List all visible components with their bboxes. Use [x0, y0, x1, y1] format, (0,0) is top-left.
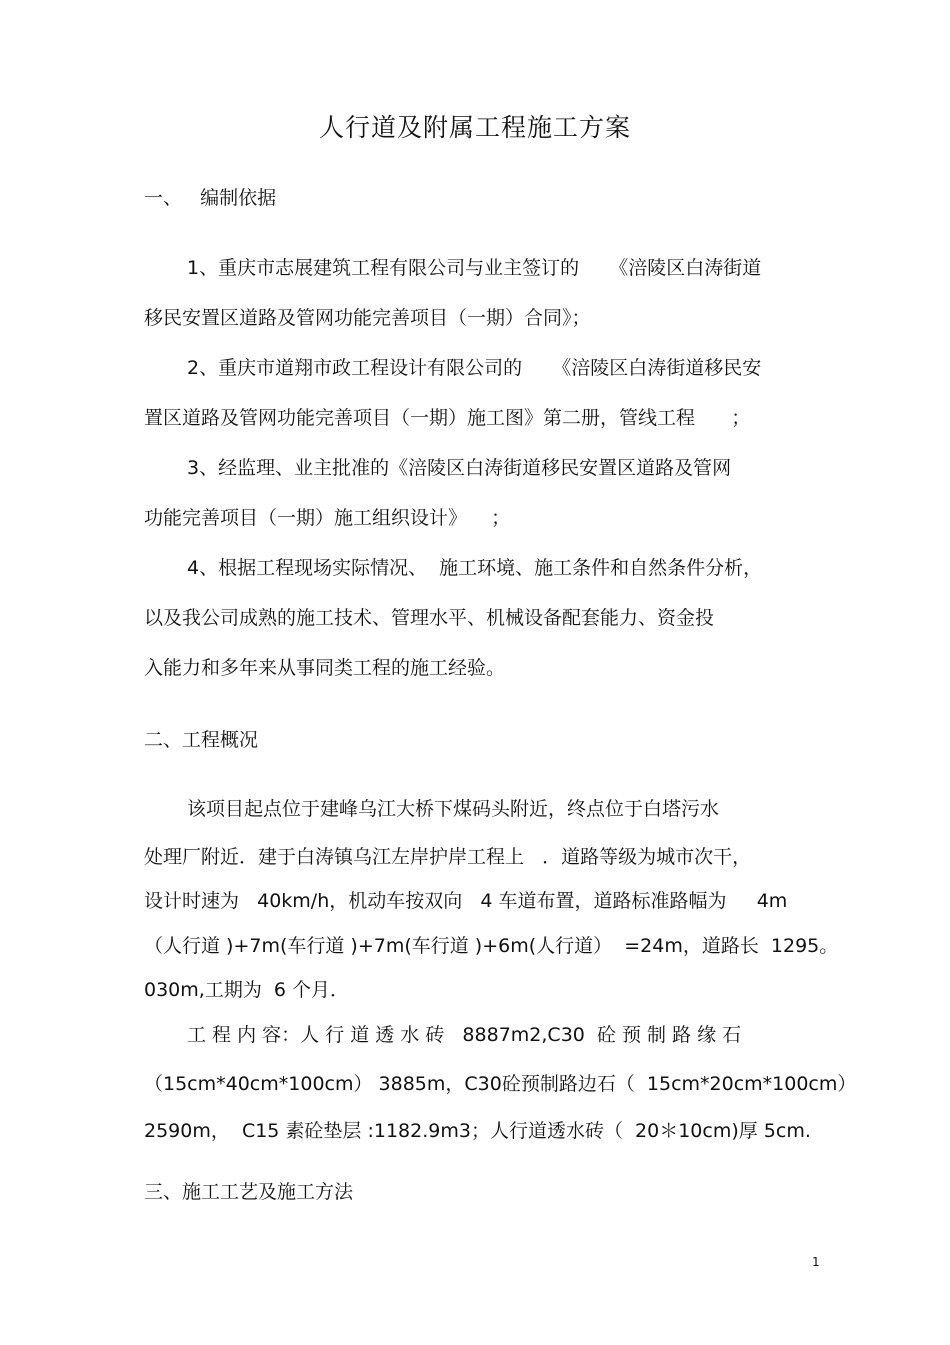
paragraph-line: （15cm*40cm*100cm） 3885m，C30砼预制路边石（ 15cm*20cm*100cm）: [144, 1073, 857, 1095]
page-number: 1: [812, 1255, 820, 1269]
section-heading-3: 三、施工工艺及施工方法: [144, 1181, 354, 1203]
document-title: 人行道及附属工程施工方案: [318, 113, 631, 142]
paragraph-line: 设计时速为 40km/h，机动车按双向 4 车道布置，道路标准路幅为 4m: [144, 890, 788, 912]
paragraph-line: 1、重庆市志展建筑工程有限公司与业主签订的 《涪陵区白涛街道: [187, 257, 762, 279]
paragraph-line: 功能完善项目（一期）施工组织设计》 ；: [144, 507, 511, 529]
paragraph-line: （人行道 )+7m(车行道 )+7m(车行道 )+6m(人行道） =24m，道路长 1295。: [144, 935, 839, 957]
paragraph-line: 030m,工期为 6 个月．: [144, 979, 350, 1001]
section-heading-1: 一、 编制依据: [144, 187, 277, 209]
section-heading-2: 二、工程概况: [144, 729, 259, 751]
paragraph-line: 2、重庆市道翔市政工程设计有限公司的 《涪陵区白涛街道移民安: [187, 357, 762, 379]
paragraph-line: 4、根据工程现场实际情况、 施工环境、施工条件和自然条件分析，: [187, 557, 763, 579]
paragraph-line: 该项目起点位于建峰乌江大桥下煤码头附近，终点位于白塔污水: [187, 798, 720, 820]
paragraph-line: 入能力和多年来从事同类工程的施工经验。: [144, 657, 506, 679]
paragraph-line: 以及我公司成熟的施工技术、管理水平、机械设备配套能力、资金投: [144, 607, 715, 629]
paragraph-line: 移民安置区道路及管网功能完善项目（一期）合同》；: [144, 307, 591, 329]
paragraph-line: 2590m， C15 素砼垫层 :1182.9m3；人行道透水砖（ 20＊10cm)厚 5cm.: [144, 1120, 811, 1142]
paragraph-line: 置区道路及管网功能完善项目（一期）施工图》第二册，管线工程 ；: [144, 407, 751, 429]
paragraph-line: 工 程 内 容：人 行 道 透 水 砖 8887m2,C30 砼 预 制 路 缘 石: [187, 1024, 742, 1046]
paragraph-line: 处理厂附近．建于白涛镇乌江左岸护岸工程上 ．道路等级为城市次干，: [144, 846, 752, 868]
paragraph-line: 3、经监理、业主批准的《涪陵区白涛街道移民安置区道路及管网: [187, 457, 732, 479]
